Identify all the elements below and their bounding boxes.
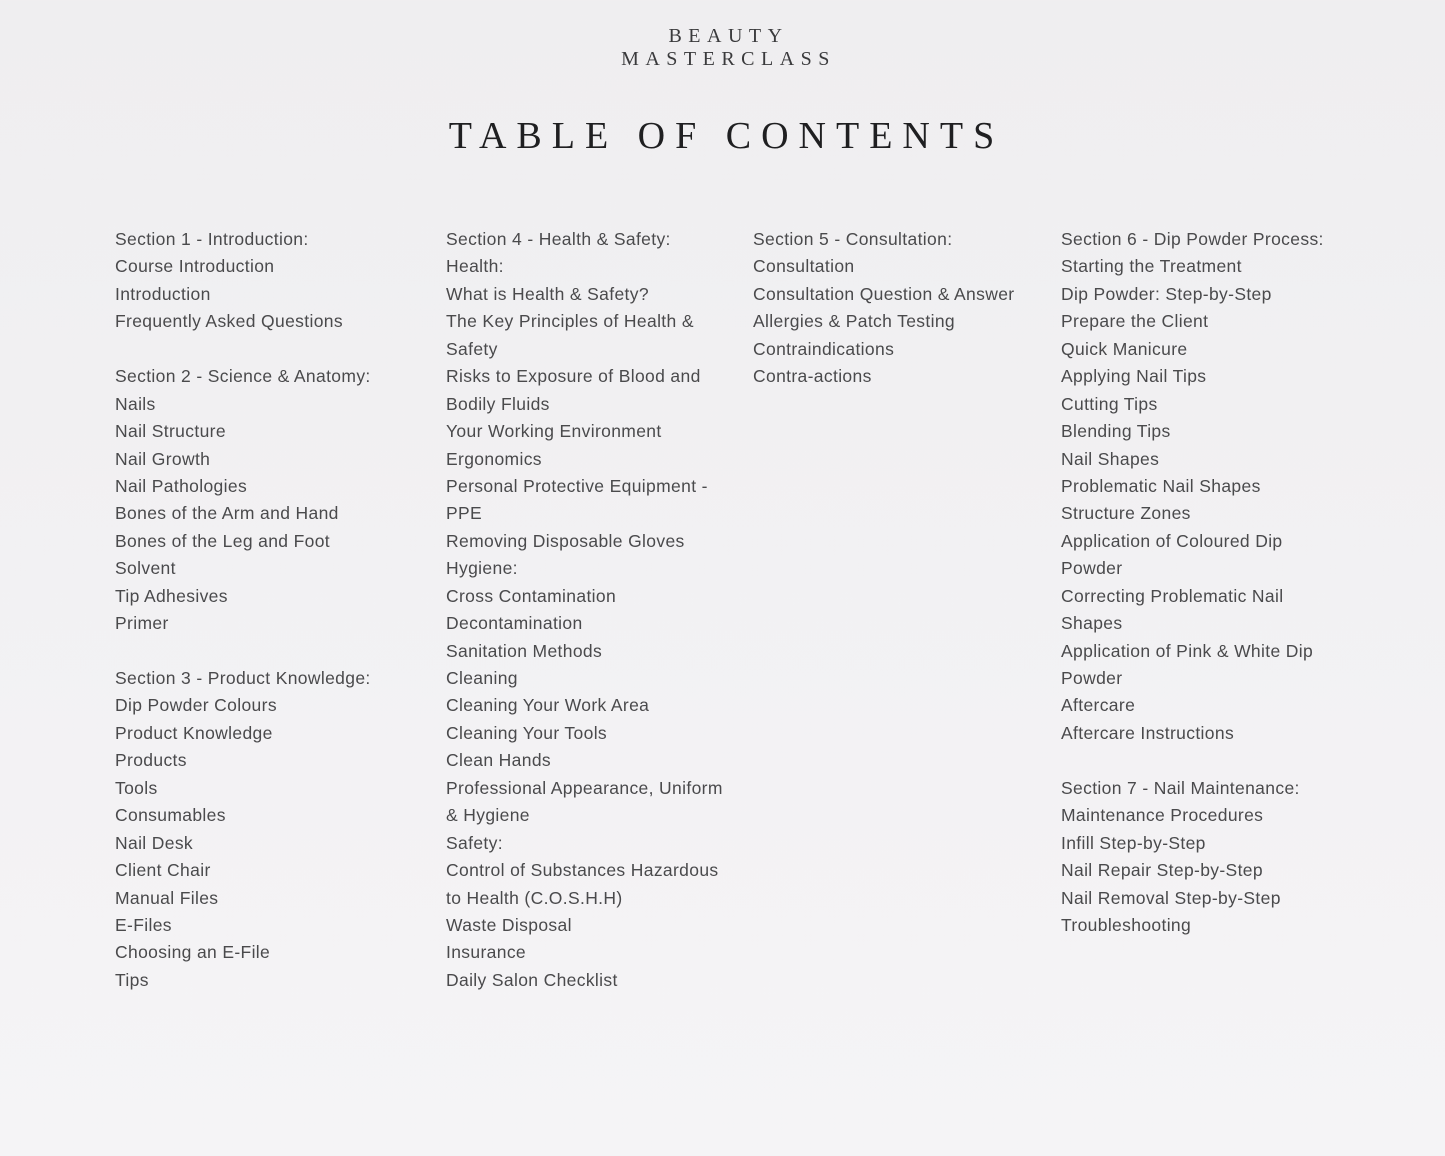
page-title: TABLE OF CONTENTS: [448, 115, 1005, 157]
toc-entry: Consultation: [753, 256, 855, 277]
toc-entry: Nail Desk: [115, 832, 194, 853]
section-heading: Section 2 - Science & Anatomy:: [115, 366, 371, 387]
toc-entry: Infill Step-by-Step: [1061, 832, 1206, 853]
toc-entry: Cleaning Your Work Area: [446, 695, 650, 716]
toc-entry: Consultation Question & Answer: [753, 283, 1015, 304]
toc-entry: Bones of the Arm and Hand: [115, 503, 339, 524]
section-heading: Section 3 - Product Knowledge:: [115, 668, 371, 688]
section-heading: Section 6 - Dip Powder Process:: [1061, 229, 1324, 249]
toc-entry: Introduction: [115, 283, 211, 304]
section-heading: Section 7 - Nail Maintenance:: [1061, 777, 1300, 798]
toc-entry: Health:: [446, 256, 504, 277]
toc-entry: Allergies & Patch Testing: [753, 311, 956, 332]
toc-entry: Professional Appearance, Uniform: [446, 777, 723, 798]
toc-entry: What is Health & Safety?: [446, 283, 649, 304]
toc-entry: Hygiene:: [446, 558, 518, 579]
toc-entry: Consumables: [115, 805, 226, 826]
toc-entry: Product Knowledge: [115, 722, 273, 743]
toc-entry: Primer: [115, 613, 169, 634]
toc-entry: E-Files: [115, 914, 172, 935]
toc-entry: Risks to Exposure of Blood and: [446, 366, 701, 387]
section-spacer: [115, 638, 415, 665]
toc-entry: Safety: [446, 338, 498, 359]
toc-entry: Cross Contamination: [446, 585, 617, 606]
toc-entry: Personal Protective Equipment -: [446, 475, 708, 496]
toc-entry: Powder: [1061, 668, 1123, 688]
toc-column-1: [115, 226, 415, 994]
toc-entry: to Health (C.O.S.H.H): [446, 887, 623, 908]
toc-entry: Cleaning Your Tools: [446, 722, 608, 743]
toc-entry: Sanitation Methods: [446, 640, 603, 661]
toc-entry: Waste Disposal: [446, 914, 572, 935]
toc-entry: & Hygiene: [446, 805, 530, 826]
toc-entry: Shapes: [1061, 613, 1123, 634]
toc-entry: Daily Salon Checklist: [446, 969, 618, 990]
section-heading: Section 1 - Introduction:: [115, 229, 309, 249]
toc-entry: Decontamination: [446, 613, 583, 634]
toc-entry: Dip Powder Colours: [115, 695, 277, 716]
toc-entry: Structure Zones: [1061, 503, 1191, 524]
toc-entry: Products: [115, 750, 187, 771]
section-spacer: [115, 336, 415, 363]
toc-entry: Dip Powder: Step-by-Step: [1061, 283, 1272, 304]
toc-entry: Your Working Environment: [446, 421, 662, 442]
toc-entry: Application of Coloured Dip: [1061, 530, 1283, 551]
toc-entry: Contraindications: [753, 338, 895, 359]
toc-entry: Nail Removal Step-by-Step: [1061, 887, 1281, 908]
toc-entry: Bones of the Leg and Foot: [115, 530, 331, 551]
toc-entry: Nail Growth: [115, 448, 211, 469]
section-heading: Section 4 - Health & Safety:: [446, 229, 671, 249]
toc-entry: Safety:: [446, 832, 503, 853]
toc-entry: Prepare the Client: [1061, 311, 1209, 332]
toc-column-3: [753, 226, 1043, 391]
toc-entry: PPE: [446, 503, 483, 524]
brand-name-line2: MASTERCLASS: [621, 48, 836, 70]
toc-entry: Bodily Fluids: [446, 393, 550, 414]
toc-entry: Aftercare Instructions: [1061, 722, 1235, 743]
toc-entry: Course Introduction: [115, 256, 275, 277]
toc-entry: Tips: [115, 969, 149, 990]
toc-column-2: [446, 226, 731, 994]
brand-name-line1: BEAUTY: [668, 25, 789, 47]
toc-entry: Client Chair: [115, 860, 211, 881]
toc-entry: Manual Files: [115, 887, 219, 908]
toc-entry: Tip Adhesives: [115, 585, 228, 606]
section-heading: Section 5 - Consultation:: [753, 229, 953, 249]
toc-entry: Blending Tips: [1061, 421, 1171, 442]
toc-entry: Nail Pathologies: [115, 475, 248, 496]
toc-entry: Problematic Nail Shapes: [1061, 475, 1261, 496]
toc-entry: Nail Shapes: [1061, 448, 1160, 469]
toc-entry: Application of Pink & White Dip: [1061, 640, 1314, 661]
toc-entry: Choosing an E-File: [115, 942, 271, 963]
toc-entry: Control of Substances Hazardous: [446, 860, 719, 881]
toc-entry: Removing Disposable Gloves: [446, 530, 685, 551]
section-spacer: [1061, 747, 1361, 774]
toc-entry: Starting the Treatment: [1061, 256, 1242, 277]
toc-entry: Nail Structure: [115, 421, 226, 442]
toc-entry: Troubleshooting: [1061, 914, 1192, 935]
toc-entry: Cleaning: [446, 668, 518, 688]
toc-entry: Insurance: [446, 942, 527, 963]
toc-entry: Frequently Asked Questions: [115, 311, 343, 332]
toc-entry: Aftercare: [1061, 695, 1136, 716]
toc-entry: Correcting Problematic Nail: [1061, 585, 1284, 606]
toc-entry: Clean Hands: [446, 750, 552, 771]
toc-entry: Quick Manicure: [1061, 338, 1188, 359]
toc-entry: Powder: [1061, 558, 1123, 579]
toc-entry: Applying Nail Tips: [1061, 366, 1207, 387]
toc-entry: Solvent: [115, 558, 176, 579]
toc-entry: Maintenance Procedures: [1061, 805, 1264, 826]
toc-entry: Contra-actions: [753, 366, 872, 387]
toc-entry: Tools: [115, 777, 158, 798]
toc-entry: Nails: [115, 393, 156, 414]
toc-entry: Nail Repair Step-by-Step: [1061, 860, 1263, 881]
toc-entry: Cutting Tips: [1061, 393, 1158, 414]
toc-column-4: [1061, 226, 1361, 939]
toc-entry: Ergonomics: [446, 448, 542, 469]
toc-entry: The Key Principles of Health &: [446, 311, 694, 332]
